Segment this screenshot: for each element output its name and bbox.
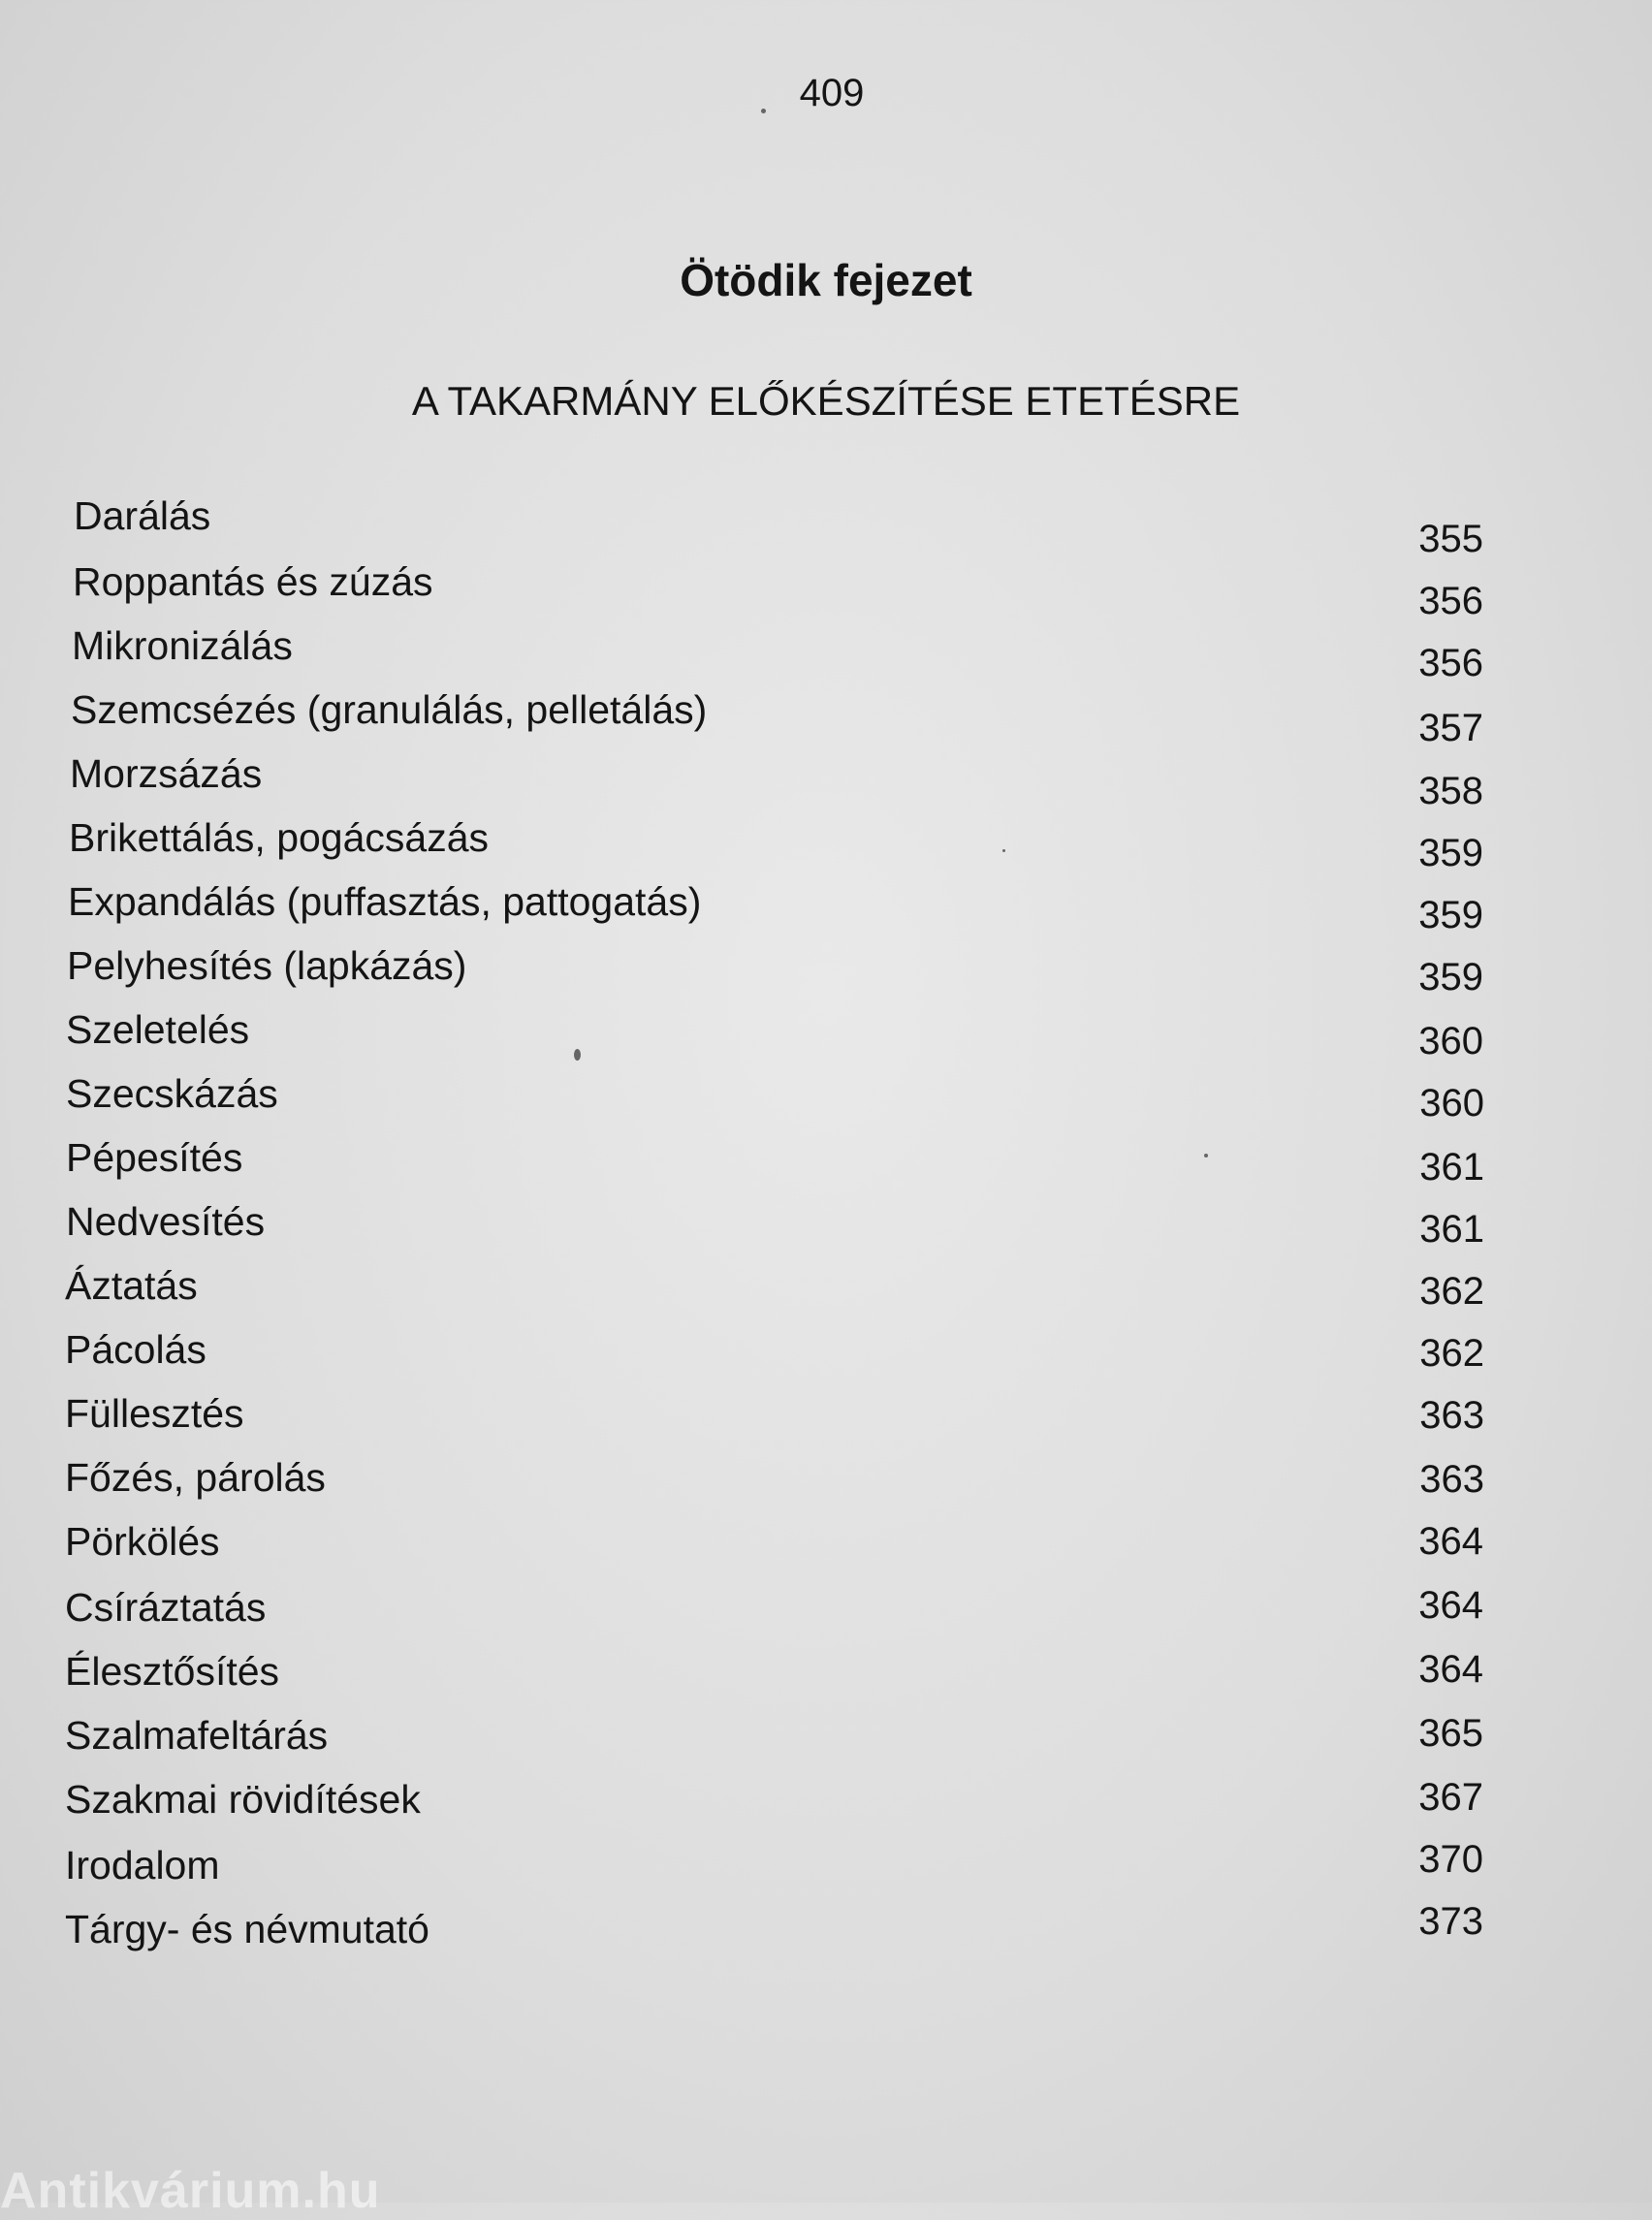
toc-entry-page: 356 <box>1418 580 1483 622</box>
toc-entry-title: Élesztősítés <box>65 1649 280 1694</box>
paper-speck <box>574 1049 581 1061</box>
toc-entry-title: Morzsázás <box>70 751 263 796</box>
toc-entry-page: 362 <box>1419 1270 1484 1313</box>
toc-entry-title: Pelyhesítés (lapkázás) <box>67 943 467 988</box>
toc-entry-title: Nedvesítés <box>66 1199 266 1244</box>
toc-entry-page: 367 <box>1418 1776 1483 1819</box>
toc-entry-page: 359 <box>1418 832 1483 874</box>
toc-entry-page: 361 <box>1419 1208 1484 1251</box>
toc-entry-page: 362 <box>1419 1332 1484 1375</box>
toc-entry-page: 356 <box>1418 642 1483 684</box>
paper-speck <box>761 109 766 113</box>
toc-entry-title: Pépesítés <box>66 1135 243 1180</box>
toc-entry-title: Szakmai rövidítések <box>65 1777 421 1822</box>
toc-entry-page: 364 <box>1418 1520 1483 1563</box>
toc-entry-page: 355 <box>1418 518 1483 560</box>
toc-entry-page: 357 <box>1418 707 1483 749</box>
toc-entry-title: Füllesztés <box>65 1391 244 1436</box>
paper-speck <box>1204 1154 1208 1158</box>
toc-entry-page: 359 <box>1418 894 1483 936</box>
toc-entry-title: Expandálás (puffasztás, pattogatás) <box>68 879 702 924</box>
toc-entry-page: 358 <box>1418 770 1483 812</box>
toc-entry-page: 370 <box>1418 1838 1483 1881</box>
toc-entry-title: Tárgy- és névmutató <box>65 1907 429 1951</box>
toc-entry-title: Szalmafeltárás <box>65 1713 329 1758</box>
toc-entry-page: 373 <box>1418 1900 1483 1943</box>
chapter-heading: Ötödik fejezet <box>680 255 972 305</box>
toc-entry-title: Pörkölés <box>65 1519 220 1564</box>
toc-entry-title: Csíráztatás <box>65 1585 267 1630</box>
paper-speck <box>1002 849 1005 852</box>
toc-entry-page: 364 <box>1418 1648 1483 1691</box>
toc-entry-title: Mikronizálás <box>72 623 293 668</box>
toc-entry-title: Pácolás <box>65 1327 206 1372</box>
toc-entry-title: Szeletelés <box>66 1007 250 1052</box>
toc-entry-page: 363 <box>1419 1458 1484 1501</box>
section-title: A TAKARMÁNY ELŐKÉSZÍTÉSE ETETÉSRE <box>411 378 1241 424</box>
toc-entry-page: 365 <box>1418 1712 1483 1755</box>
toc-entry-title: Főzés, párolás <box>65 1455 326 1500</box>
toc-entry-page: 364 <box>1418 1584 1483 1627</box>
toc-entry-page: 360 <box>1419 1082 1484 1125</box>
toc-entry-title: Irodalom <box>65 1843 220 1887</box>
toc-entry-title: Roppantás és zúzás <box>73 559 433 604</box>
toc-entry-title: Szecskázás <box>66 1071 278 1116</box>
toc-entry-title: Áztatás <box>65 1263 198 1308</box>
toc-entry-page: 361 <box>1419 1146 1484 1189</box>
toc-entry-title: Szemcsézés (granulálás, pelletálás) <box>71 687 708 732</box>
toc-entry-title: Darálás <box>74 493 211 538</box>
watermark: Antikvárium.hu <box>0 2163 381 2219</box>
toc-entry-title: Brikettálás, pogácsázás <box>69 815 490 860</box>
toc-entry-page: 359 <box>1418 956 1483 999</box>
toc-entry-page: 360 <box>1418 1020 1483 1062</box>
toc-entry-page: 363 <box>1419 1394 1484 1437</box>
page-number: 409 <box>799 72 865 114</box>
